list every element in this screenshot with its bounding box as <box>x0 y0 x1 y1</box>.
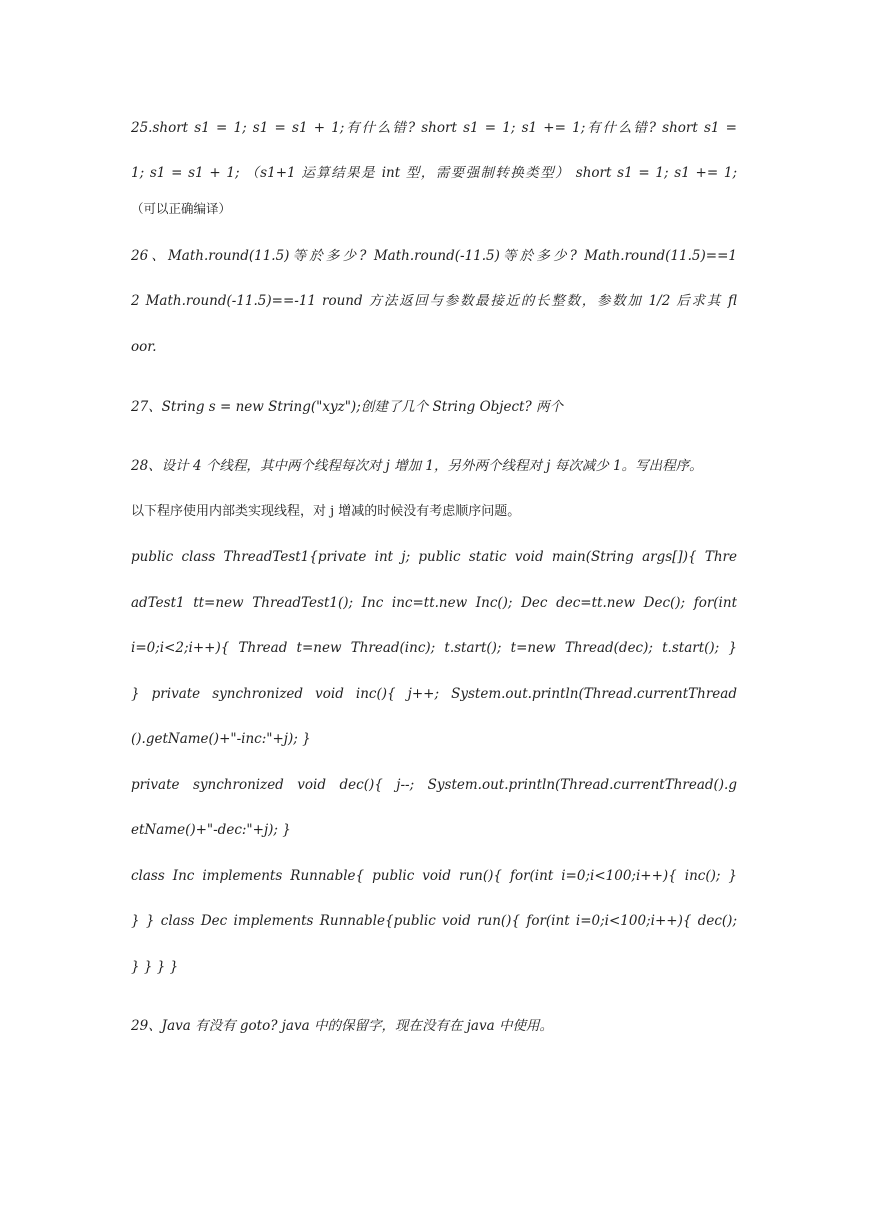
text-line-q29: 29、Java 有没有 goto? java 中的保留字，现在没有在 java 中使用。 <box>131 1018 553 1034</box>
text-line-q25-1: 25.short s1 = 1; s1 = s1 + 1;有什么错? short s1 = 1; s1 += 1;有什么错? short s1 = <box>131 120 737 136</box>
code-line-8: class Inc implements Runnable{ public void run(){ for(int i=0;i<100;i++){ inc(); } <box>131 868 737 884</box>
code-line-2: adTest1 tt=new ThreadTest1(); Inc inc=tt.new Inc(); Dec dec=tt.new Dec(); for(int <box>131 595 737 611</box>
code-line-7: etName()+"-dec:"+j); } <box>131 822 291 838</box>
text-line-q27: 27、String s = new String("xyz");创建了几个 String Object? 两个 <box>131 399 563 415</box>
code-line-9: } } class Dec implements Runnable{public void run(){ for(int i=0;i<100;i++){ dec(); <box>131 913 737 929</box>
text-line-q25-2: 1; s1 = s1 + 1; （s1+1 运算结果是 int 型，需要强制转换类型） short s1 = 1; s1 += 1; <box>131 165 737 181</box>
text-line-q26-2: 2 Math.round(-11.5)==-11 round 方法返回与参数最接近的长整数，参数加 1/2 后求其 fl <box>131 293 737 309</box>
text-line-q28-title: 28、设计 4 个线程，其中两个线程每次对 j 增加 1，另外两个线程对 j 每次减少 1。写出程序。 <box>131 458 703 474</box>
code-line-10: } } } } <box>131 959 179 975</box>
code-line-3: i=0;i<2;i++){ Thread t=new Thread(inc); t.start(); t=new Thread(dec); t.start(); } <box>131 640 737 656</box>
text-line-q26-1: 26、Math.round(11.5)等於多少? Math.round(-11.5)等於多少? Math.round(11.5)==1 <box>131 248 737 264</box>
text-line-q28-desc: 以下程序使用内部类实现线程，对 j 增减的时候没有考虑顺序问题。 <box>131 504 521 519</box>
code-line-4: } private synchronized void inc(){ j++; System.out.println(Thread.currentThread <box>131 686 737 702</box>
code-line-6: private synchronized void dec(){ j--; System.out.println(Thread.currentThread().g <box>131 777 737 793</box>
text-line-q25-3: （可以正确编译） <box>131 201 232 216</box>
text-line-q26-3: oor. <box>131 339 157 355</box>
code-line-1: public class ThreadTest1{private int j; public static void main(String args[]){ Thre <box>131 549 737 565</box>
code-line-5: ().getName()+"-inc:"+j); } <box>131 731 311 747</box>
